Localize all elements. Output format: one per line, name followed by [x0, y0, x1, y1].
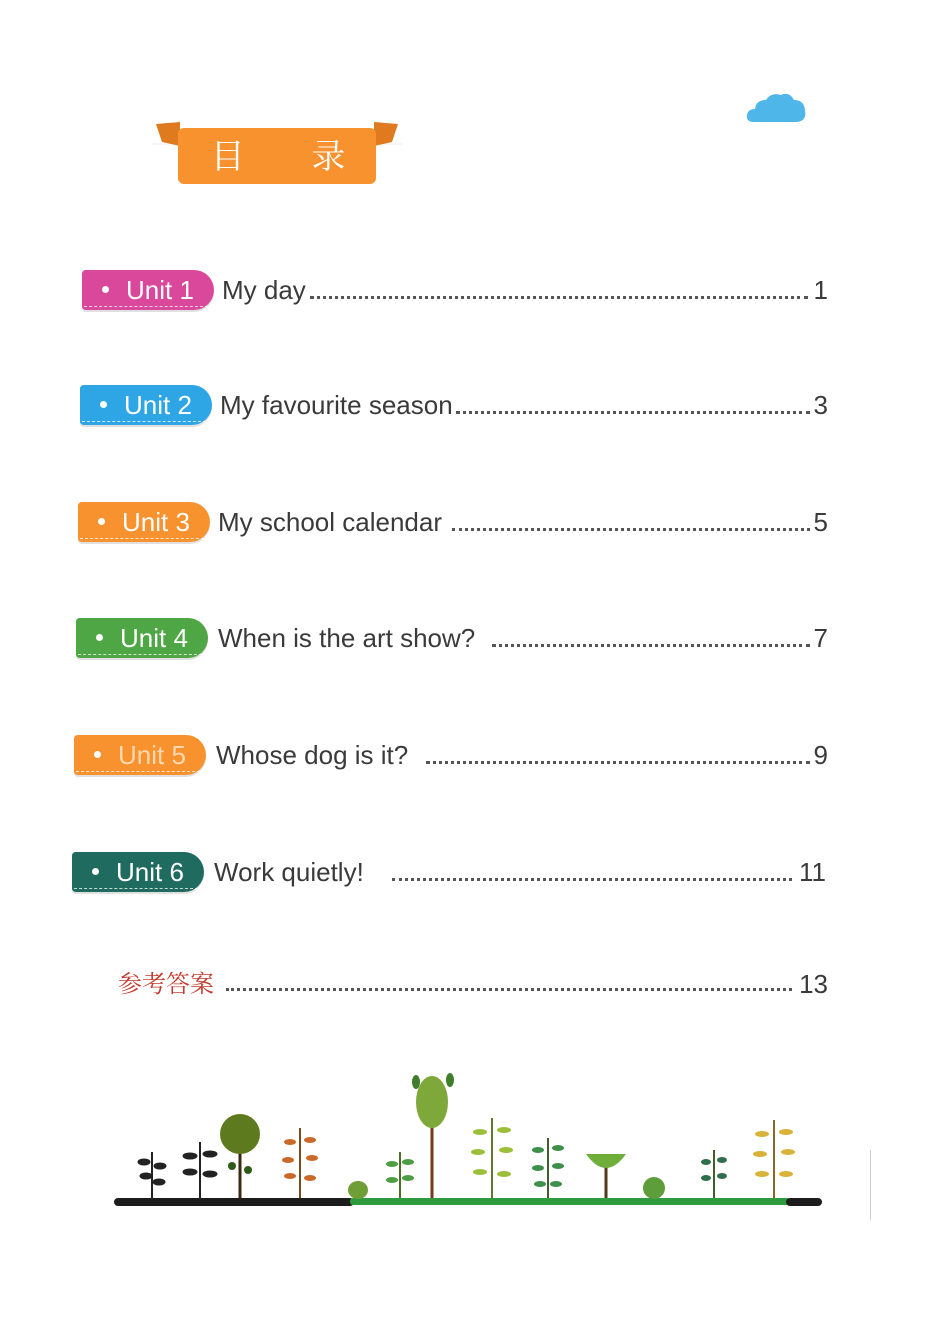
page-number: 3	[813, 390, 828, 420]
trees-illustration	[110, 1070, 840, 1220]
page-number: 13	[799, 969, 828, 999]
toc-entry-title: Work quietly!	[214, 857, 364, 887]
page-title: 目 录	[210, 137, 374, 177]
unit-badge	[80, 385, 212, 425]
toc-row-unit-4[interactable]	[78, 618, 838, 662]
bullet-icon	[96, 634, 103, 641]
bullet-icon	[100, 401, 107, 408]
page-number: 7	[813, 623, 828, 653]
toc-entry-title: When is the art show?	[218, 623, 476, 653]
bullet-icon	[102, 286, 109, 293]
toc-entry-title: My favourite season	[220, 390, 453, 420]
answers-title: 参考答案	[118, 970, 214, 998]
bullet-icon	[94, 751, 101, 758]
toc-entry-title: My day	[222, 275, 306, 305]
toc-row-unit-1[interactable]	[78, 270, 838, 314]
toc-row-unit-3[interactable]	[78, 502, 838, 546]
bullet-icon	[98, 518, 105, 525]
page-number: 11	[799, 857, 826, 887]
toc-entry-title: My school calendar	[218, 507, 442, 537]
unit-label: Unit 5	[118, 740, 186, 770]
unit-badge	[82, 270, 214, 310]
page-edge-line	[870, 1150, 871, 1220]
dot-leader	[426, 761, 810, 764]
toc-entry-title: Whose dog is it?	[216, 740, 409, 770]
page-number: 5	[813, 507, 828, 537]
unit-label: Unit 1	[126, 275, 194, 305]
unit-badge	[72, 852, 204, 892]
bullet-icon	[92, 868, 99, 875]
page-number: 9	[813, 740, 828, 770]
unit-badge	[76, 618, 208, 658]
toc-row-unit-5[interactable]	[78, 735, 838, 779]
dot-leader	[452, 528, 810, 531]
unit-label: Unit 2	[124, 390, 192, 420]
unit-badge	[78, 502, 210, 542]
dot-leader	[492, 644, 810, 647]
dot-leader	[310, 296, 808, 299]
unit-label: Unit 3	[122, 507, 190, 537]
toc-row-unit-6[interactable]	[78, 852, 838, 896]
cloud-icon	[744, 88, 808, 128]
unit-label: Unit 6	[116, 857, 184, 887]
toc-row-unit-2[interactable]	[78, 385, 838, 429]
unit-label: Unit 4	[120, 623, 188, 653]
toc-title-ribbon	[152, 118, 402, 188]
dot-leader	[392, 878, 792, 881]
toc-row-answers[interactable]	[118, 962, 838, 1006]
unit-badge	[74, 735, 206, 775]
dot-leader	[226, 988, 792, 991]
page-number: 1	[813, 275, 828, 305]
dot-leader	[456, 411, 810, 414]
